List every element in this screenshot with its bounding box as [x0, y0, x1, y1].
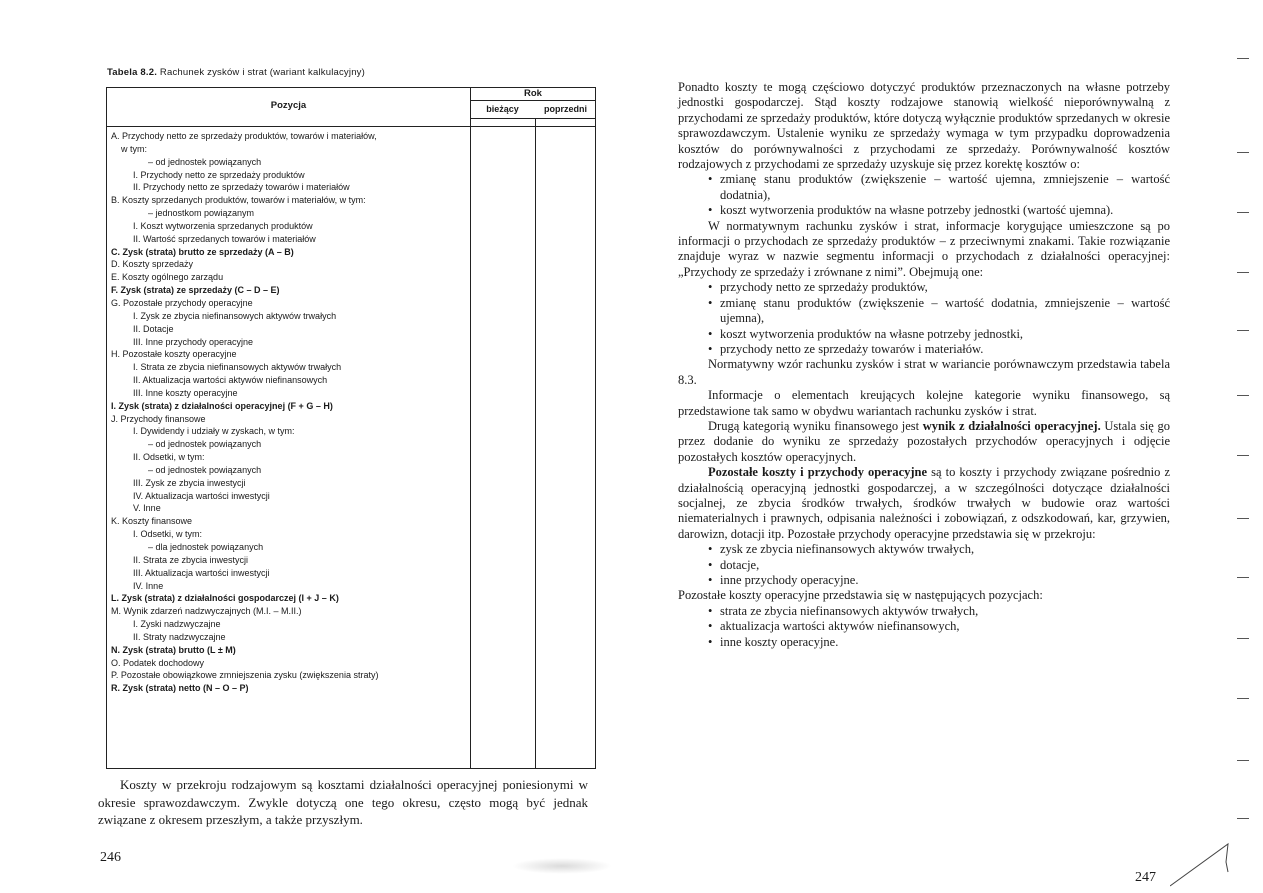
table-row: E. Koszty ogólnego zarządu	[111, 272, 224, 283]
paragraph-6-bold: Pozostałe koszty i przychody operacyjne	[708, 465, 928, 480]
table-row: II. Strata ze zbycia inwestycji	[133, 554, 249, 565]
list-przychody	[678, 280, 1170, 357]
table-row: I. Zysk ze zbycia niefinansowych aktywów trwałych	[133, 310, 337, 321]
table-row: II. Straty nadzwyczajne	[133, 631, 226, 642]
list-item: • przychody netto ze sprzedaży towarów i materiałów.	[678, 342, 1170, 357]
table-row: P. Pozostałe obowiązkowe zmniejszenia zysku (zwiększenia straty)	[111, 670, 379, 681]
margin-mark	[1237, 58, 1249, 59]
table-row: B. Koszty sprzedanych produktów, towarów i materiałów, w tym:	[111, 195, 366, 206]
table-row: II. Odsetki, w tym:	[133, 452, 205, 463]
table-row: I. Przychody netto ze sprzedaży produktów	[133, 169, 305, 180]
table-row: IV. Inne	[133, 580, 164, 591]
header-divider-rok	[470, 100, 595, 101]
header-pozycja: Pozycja	[270, 100, 307, 111]
table-caption-number: Tabela 8.2.	[107, 67, 158, 78]
table-row: I. Koszt wytworzenia sprzedanych produktów	[133, 220, 313, 231]
margin-mark	[1237, 455, 1249, 456]
margin-mark	[1237, 818, 1249, 819]
table-row: A. Przychody netto ze sprzedaży produktów, towarów i materiałów,	[111, 131, 377, 141]
table-row: V. Inne	[133, 503, 161, 514]
paragraph-5-post: Ustala się go przez dodanie do wyniku ze sprzedaży pozostałych przychodów operacyjnych i odjęcie pozostałych kosztów operacyjnych.	[678, 418, 1170, 464]
table-row: III. Zysk ze zbycia inwestycji	[133, 477, 246, 488]
table-row: R. Zysk (strata) netto (N – O – P)	[111, 683, 249, 694]
list-item: • inne koszty operacyjne.	[678, 635, 1170, 650]
table-row: IV. Aktualizacja wartości inwestycji	[133, 490, 270, 501]
paragraph-5-pre: Drugą kategorią wyniku finansowego jest	[708, 418, 920, 433]
margin-mark	[1237, 518, 1249, 519]
column-divider-rok	[535, 118, 536, 768]
margin-mark	[1237, 152, 1249, 153]
margin-mark	[1237, 760, 1249, 761]
table-row: – jednostkom powiązanym	[148, 208, 255, 219]
paragraph-5-bold: wynik z działalności operacyjnej.	[922, 418, 1101, 433]
table-row: O. Podatek dochodowy	[111, 657, 205, 668]
table-row: I. Zysk (strata) z działalności operacyjnej (F + G – H)	[111, 400, 333, 411]
table-row: – dla jednostek powiązanych	[148, 542, 264, 552]
table-row: I. Zyski nadzwyczajne	[133, 619, 221, 630]
table-row: I. Dywidendy i udziały w zyskach, w tym:	[133, 426, 295, 437]
list-item: • koszt wytworzenia produktów na własne potrzeby jednostki,	[678, 327, 1170, 342]
table-row: II. Dotacje	[133, 323, 174, 334]
paragraph-7: Pozostałe koszty operacyjne przedstawia się w następujących pozycjach:	[678, 588, 1043, 603]
page-number-left: 246	[100, 850, 121, 865]
table-row: III. Inne koszty operacyjne	[133, 387, 238, 398]
list-item: • koszt wytworzenia produktów na własne potrzeby jednostki (wartość ujemna).	[678, 203, 1170, 218]
right-page-text	[678, 80, 1170, 650]
list-item: • zysk ze zbycia niefinansowych aktywów trwałych,	[678, 542, 1170, 557]
margin-mark	[1237, 330, 1249, 331]
header-rok: Rok	[524, 88, 542, 99]
list-pozostale-przychody	[678, 542, 1170, 588]
table-caption-title: Rachunek zysków i strat (wariant kalkulacyjny)	[159, 67, 365, 78]
margin-mark	[1237, 577, 1249, 578]
table-row: I. Strata ze zbycia niefinansowych aktywów trwałych	[133, 362, 342, 373]
left-page-paragraph	[98, 776, 588, 829]
paragraph-koszty-rodzajowe: Koszty w przekroju rodzajowym są kosztami działalności operacyjnej poniesionymi w okresie sprawozdawczym. Zwykle dotyczą one tego okresu, często mogą być jednak związane z okresem przeszłym, a także przyszłym.	[98, 777, 588, 827]
table-row: – od jednostek powiązanych	[148, 439, 262, 450]
paragraph-6-rest: są to koszty i przychody związane pośrednio z działalnością operacyjną jednostki gospodarczej, a w szczególności dotyczące działalności socjalnej, ze zbycia środków trwałych, środków trwałych w budowie oraz wartości niematerialnych i prawnych, odpisania należności i zobowiązań, z odszkodowań, kar, grzywien, darowizn, dotacji itp. Pozostałe przychody operacyjne przedstawia się w przekroju:	[678, 465, 1170, 541]
page-number-right: 247	[1135, 870, 1156, 885]
header-poprzedni: poprzedni	[544, 104, 587, 114]
income-statement-table	[106, 87, 596, 769]
table-row: II. Aktualizacja wartości aktywów niefinansowych	[133, 375, 328, 386]
list-item: • inne przychody operacyjne.	[678, 573, 1170, 588]
table-row: D. Koszty sprzedaży	[111, 259, 194, 270]
table-body	[111, 130, 471, 695]
table-row: III. Inne przychody operacyjne	[133, 336, 254, 347]
table-row: F. Zysk (strata) ze sprzedaży (C – D – E)	[111, 285, 280, 296]
paragraph-1: Ponadto koszty te mogą częściowo dotyczyć produktów przeznaczonych na własne potrzeby jednostki gospodarczej. Stąd koszty rodzajowe stanowią wielkość nieporównywalną z przychodami ze sprzedaży produktów, które dotyczą wyłącznie produktów sprzedanych w okresie sprawozdawczym. Ustalenie wyniku ze sprzedaży wymaga w tym przypadku doprowadzenia kosztów do porównywalności z przychodami ze sprzedaży. Porównywalność kosztów rodzajowych z przychodami ze sprzedaży uzyskuje się przez korektę kosztów o:	[678, 80, 1170, 172]
margin-mark	[1237, 212, 1249, 213]
list-item: • przychody netto ze sprzedaży produktów,	[678, 280, 1170, 295]
scan-smudge	[512, 858, 612, 874]
table-row: M. Wynik zdarzeń nadzwyczajnych (M.I. – M.II.)	[111, 606, 302, 617]
table-row: L. Zysk (strata) z działalności gospodarczej (I + J – K)	[111, 593, 339, 604]
paragraph-5	[678, 419, 1170, 465]
table-row: J. Przychody finansowe	[111, 413, 206, 424]
table-row: II. Przychody netto ze sprzedaży towarów i materiałów	[133, 182, 350, 193]
paragraph-6	[678, 465, 1170, 542]
table-row: H. Pozostałe koszty operacyjne	[111, 349, 237, 360]
list-item: • strata ze zbycia niefinansowych aktywów trwałych,	[678, 604, 1170, 619]
margin-mark	[1237, 395, 1249, 396]
list-pozostale-koszty	[678, 604, 1170, 650]
table-row: C. Zysk (strata) brutto ze sprzedaży (A – B)	[111, 246, 294, 257]
table-row: – od jednostek powiązanych	[148, 464, 262, 475]
table-row: – od jednostek powiązanych	[148, 156, 262, 167]
list-item: • zmianę stanu produktów (zwiększenie – wartość dodatnia, zmniejszenie – wartość ujemna),	[678, 296, 1170, 327]
paragraph-3: Normatywny wzór rachunku zysków i strat w wariancie porównawczym przedstawia tabela 8.3.	[678, 357, 1170, 387]
table-caption	[107, 67, 365, 78]
table-row: I. Odsetki, w tym:	[133, 529, 203, 540]
list-item: • dotacje,	[678, 558, 1170, 573]
table-row: G. Pozostałe przychody operacyjne	[111, 297, 253, 308]
paragraph-2: W normatywnym rachunku zysków i strat, informacje korygujące umieszczone są po informacji o przychodach ze sprzedaży produktów – z przeciwnymi znakami. Takie rozwiązanie znajduje wyraz w nazwie segmentu informacji o przychodach z działalności operacyjnej: „Przychody ze sprzedaży i zrównane z nimi”. Obejmują one:	[678, 218, 1170, 279]
margin-mark	[1237, 272, 1249, 273]
table-row: N. Zysk (strata) brutto (L ± M)	[111, 644, 236, 655]
header-divider-sub	[470, 118, 595, 119]
table-row: K. Koszty finansowe	[111, 516, 193, 527]
paragraph-4: Informacje o elementach kreujących kolejne kategorie wyniku finansowego, są przedstawione tak samo w obydwu wariantach rachunku zysków i strat.	[678, 388, 1170, 418]
header-biezacy: bieżący	[486, 104, 519, 114]
table-row: w tym:	[121, 143, 147, 154]
page-corner-fold	[1170, 842, 1230, 888]
list-korekta	[678, 172, 1170, 218]
list-item: • zmianę stanu produktów (zwiększenie – wartość ujemna, zmniejszenie – wartość dodatnia),	[678, 172, 1170, 203]
table-row: III. Aktualizacja wartości inwestycji	[133, 567, 270, 578]
margin-mark	[1237, 638, 1249, 639]
table-row: II. Wartość sprzedanych towarów i materiałów	[133, 233, 316, 244]
margin-mark	[1237, 698, 1249, 699]
header-bottom-line	[107, 126, 595, 127]
list-item: • aktualizacja wartości aktywów niefinansowych,	[678, 619, 1170, 634]
